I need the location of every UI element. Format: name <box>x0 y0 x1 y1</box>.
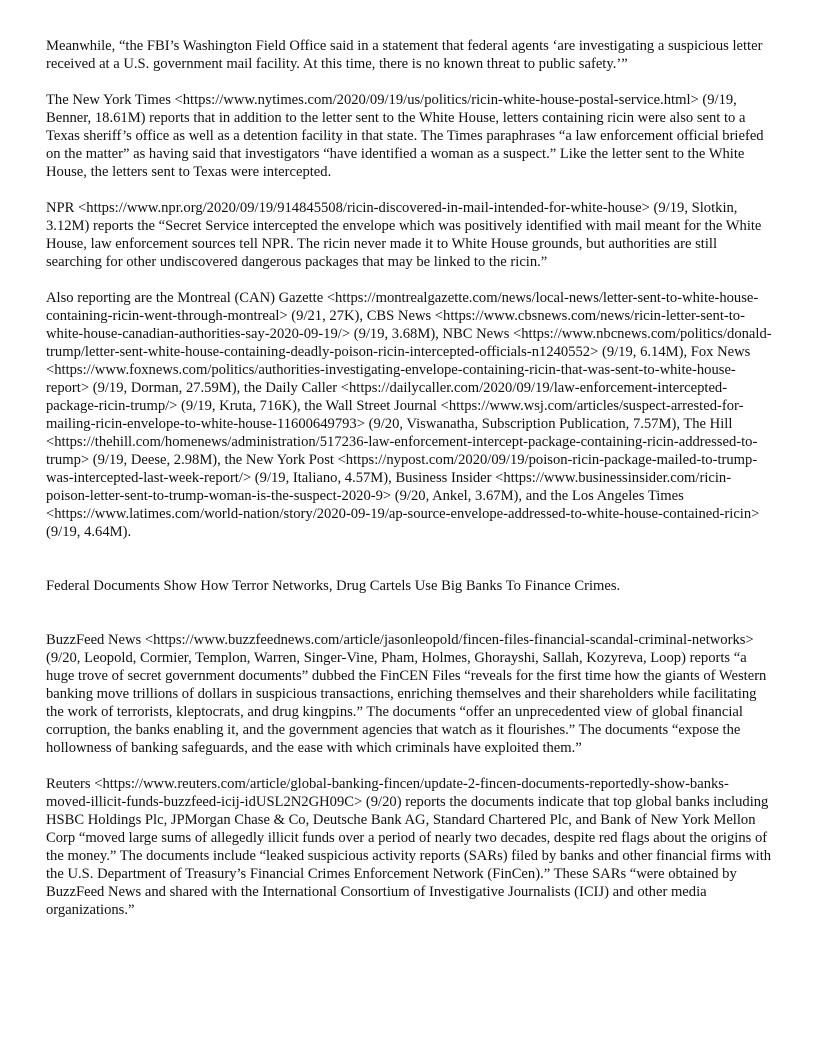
paragraph-npr: NPR <https://www.npr.org/2020/09/19/914845508/ricin-discovered-in-mail-intended-for-white-house> (9/19, Slotkin, 3.12M) reports the “Secret Service intercepted the envelope which was positively identified with mail meant for the White House, law enforcement sources tell NPR. The ricin never made it to White House grounds, but authorities are still searching for other undiscovered dangerous packages that may be linked to the ricin.” <box>46 200 762 270</box>
heading-spacer <box>46 595 772 631</box>
section-heading: Federal Documents Show How Terror Networks, Drug Cartels Use Big Banks To Finance Crimes. <box>46 578 621 594</box>
document-page <box>46 37 772 937</box>
paragraph-also-reporting: Also reporting are the Montreal (CAN) Gazette <https://montrealgazette.com/news/local-news/letter-sent-to-white-house-containing-ricin-went-through-montreal> (9/21, 27K), CBS News <https://www.cbsnews.com/news/ricin-letter-sent-to-white-house-canadian-authorities-say-2020-09-19/> (9/19, 3.68M), NBC News <https://www.nbcnews.com/politics/donald-trump/letter-sent-white-house-containing-deadly-poison-ricin-intercepted-officials-n1240552> (9/19, 6.14M), Fox News <https://www.foxnews.com/politics/authorities-investigating-envelope-containing-ricin-that-was-sent-to-white-house-report> (9/19, Dorman, 27.59M), the Daily Caller <https://dailycaller.com/2020/09/19/law-enforcement-intercepted-package-ricin-trump/> (9/19, Kruta, 716K), the Wall Street Journal <https://www.wsj.com/articles/suspect-arrested-for-mailing-ricin-envelope-to-white-house-11600649793> (9/20, Viswanatha, Subscription Publication, 7.57M), The Hill <https://thehill.com/homenews/administration/517236-law-enforcement-intercept-package-containing-ricin-addressed-to-trump> (9/19, Deese, 2.98M), the New York Post <https://nypost.com/2020/09/19/poison-ricin-package-mailed-to-trump-was-intercepted-last-week-report/> (9/19, Italiano, 4.57M), Business Insider <https://www.businessinsider.com/ricin-poison-letter-sent-to-trump-woman-is-the-suspect-2020-9> (9/20, Ankel, 3.67M), and the Los Angeles Times <https://www.latimes.com/world-nation/story/2020-09-19/ap-source-envelope-addressed-to-white-house-contained-ricin> (9/19, 4.64M). <box>46 290 772 540</box>
paragraph-buzzfeed: BuzzFeed News <https://www.buzzfeednews.com/article/jasonleopold/fincen-files-financial-scandal-criminal-networks> (9/20, Leopold, Cormier, Templon, Warren, Singer-Vine, Pham, Holmes, Ghorayshi, Sallah, Kozyreva, Loop) reports “a huge trove of secret government documents” dubbed the FinCEN Files “reveals for the first time how the giants of Western banking move trillions of dollars in suspicious transactions, enriching themselves and their shareholders while facilitating the work of terrorists, kleptocrats, and drug kingpins.” The documents “offer an unprecedented view of global financial corruption, the banks enabling it, and the government agencies that watch as it flourishes.” The documents “expose the hollowness of banking safeguards, and the ease with which criminals have exploited them.” <box>46 632 767 756</box>
paragraph-new-york-times: The New York Times <https://www.nytimes.com/2020/09/19/us/politics/ricin-white-house-postal-service.html> (9/19, Benner, 18.61M) reports that in addition to the letter sent to the White House, letters containing ricin were also sent to a Texas sheriff’s office as well as a detention facility in that state. The Times paraphrases “a law enforcement official briefed on the matter” as having said that investigators “have identified a woman as a suspect.” Like the letter sent to the White House, the letters sent to Texas were intercepted. <box>46 92 764 180</box>
paragraph-reuters: Reuters <https://www.reuters.com/article/global-banking-fincen/update-2-fincen-documents-reportedly-show-banks-moved-illicit-funds-buzzfeed-icij-idUSL2N2GH09C> (9/20) reports the documents indicate that top global banks including HSBC Holdings Plc, JPMorgan Chase & Co, Deutsche Bank AG, Standard Chartered Plc, and Bank of New York Mellon Corp “moved large sums of allegedly illicit funds over a period of nearly two decades, despite red flags about the origins of the money.” The documents include “leaked suspicious activity reports (SARs) filed by banks and other financial firms with the U.S. Department of Treasury’s Financial Crimes Enforcement Network (FinCen).” These SARs “were obtained by BuzzFeed News and shared with the International Consortium of Investigative Journalists (ICIJ) and other media organizations.” <box>46 776 772 918</box>
paragraph-fbi-statement: Meanwhile, “the FBI’s Washington Field Office said in a statement that federal agents ‘are investigating a suspicious letter received at a U.S. government mail facility. At this time, there is no known threat to public safety.’” <box>46 38 763 72</box>
